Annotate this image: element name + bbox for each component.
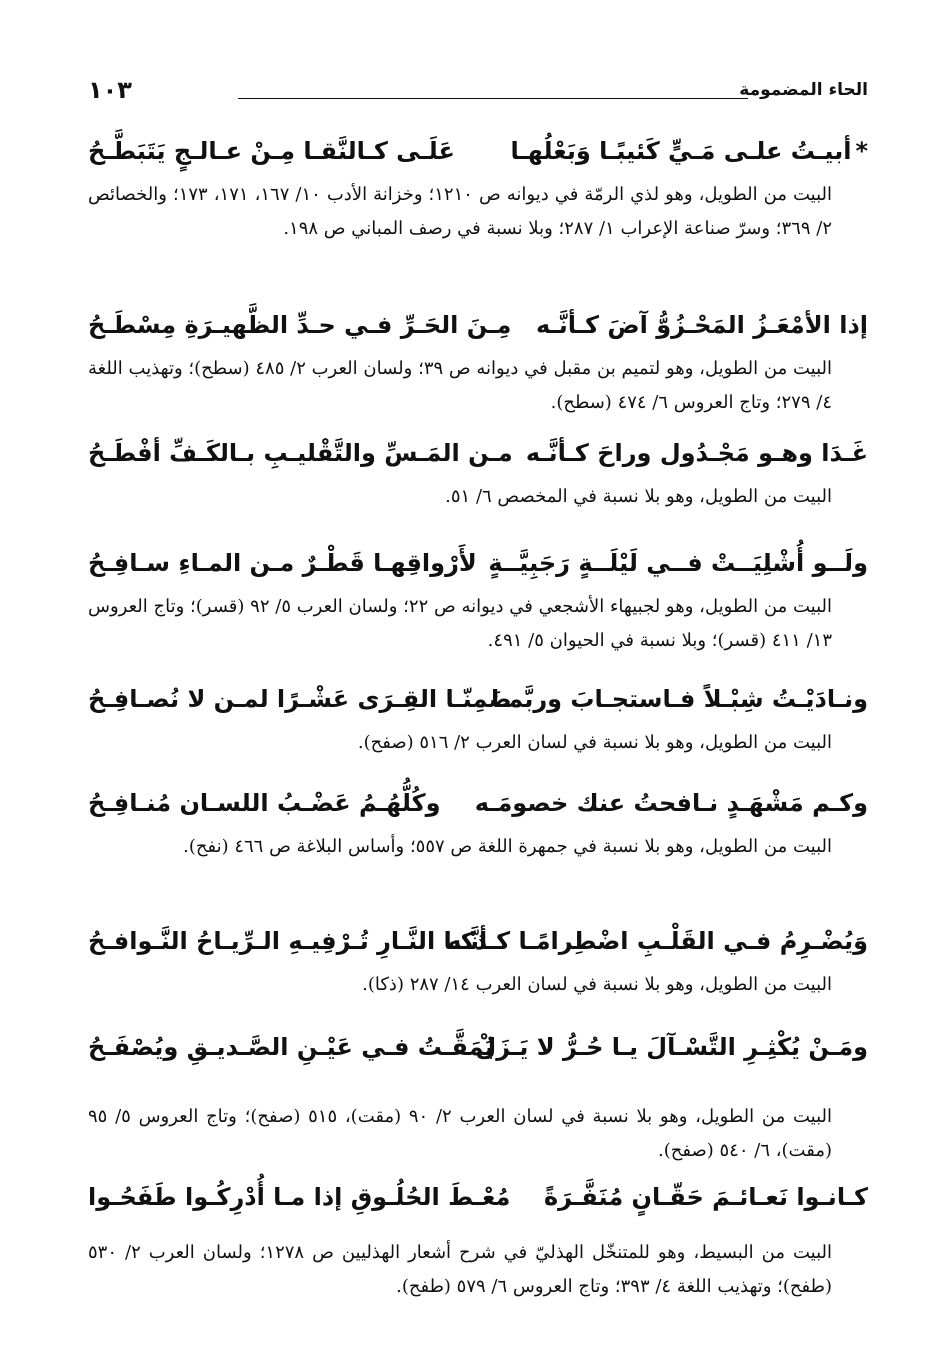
- citation-note: البيت من البسيط، وهو للمتنخّل الهذليّ في شرح أشعار الهذليين ص ١٢٧٨؛ ولسان العرب ٢/ ٥٣٠ (طفح)؛ وتهذيب اللغة ٤/ ٣٩٣؛ وتاج العروس ٦/ ٥٧٩ (طفح).: [88, 1242, 833, 1297]
- page-number: ١٠٣: [88, 76, 132, 104]
- citation-note: البيت من الطويل، وهو لجبيهاء الأشجعي في ديوانه ص ٢٢؛ ولسان العرب ٥/ ٩٢ (قسر)؛ وتاج العروس ١٣/ ٤١١ (قسر)؛ وبلا نسبة في الحيوان ٥/ ٤٩١.: [88, 596, 832, 651]
- verse-line: [88, 1174, 868, 1220]
- verse-entry: [88, 128, 868, 246]
- verse-entry: [88, 1174, 868, 1304]
- section-title: الحاء المضمومة: [739, 80, 868, 100]
- second-hemistich: مُعْـطَ الحُلُـوقِ إذا مـا أُدْرِكُـوا طَفَحُـوا: [88, 1183, 511, 1211]
- citation-note: البيت من الطويل، وهو بلا نسبة في لسان العرب ٢/ ٥١٦ (صفح).: [357, 732, 832, 753]
- second-hemistich: مِـنَ الحَـرِّ فـي حـدِّ الظَّهيـرَةِ مِسْطَـحُ: [88, 311, 512, 339]
- first-hemistich: *أبيـتُ علـى مَـيٍّ كَئيبًـا وَبَعْلُهـا: [510, 137, 868, 165]
- first-hemistich: ونـادَيْـتُ شِبْـلاً فـاستجـابَ وربَّمـا: [491, 685, 868, 713]
- verse-entry: [88, 780, 868, 864]
- verse-line: [88, 780, 868, 826]
- verse-entry: [88, 1024, 868, 1168]
- second-hemistich: لأَرْواقِهـا قَطْـرٌ مـن المـاءِ سـافِـحُ: [88, 549, 477, 577]
- verse-line: [88, 540, 868, 586]
- verse-line: [88, 676, 868, 722]
- second-hemistich: مـن المَـسِّ والتَّقْليـبِ بـالكَـفِّ أفْطَـحُ: [88, 439, 513, 467]
- first-hemistich: إذا الأمْعَـزُ المَحْـزُوُّ آضَ كـأنَّـه: [536, 311, 868, 339]
- citation-note: البيت من الطويل، وهو بلا نسبة في لسان العرب ٢/ ٩٠ (مقت)، ٥١٥ (صفح)؛ وتاج العروس ٥/ ٩٥ (مقت)، ٦/ ٥٤٠ (صفح).: [88, 1106, 832, 1161]
- second-hemistich: يُمَقَّـتُ فـي عَيْـنِ الصَّـديـقِ ويُصْفَـحُ: [88, 1033, 494, 1061]
- second-hemistich: ذكـا النَّـارِ تُـرْفِيـهِ الـرِّيـاحُ النَّـوافـحُ: [88, 927, 488, 955]
- verse-line: [88, 918, 868, 964]
- citation-note: البيت من الطويل، وهو بلا نسبة في المخصص ٦/ ٥١.: [445, 486, 832, 507]
- second-hemistich: ضَمِنّـا القِـرَى عَشْـرًا لمـن لا نُصـافِـحُ: [88, 685, 512, 713]
- first-hemistich: كـانـوا نَعـائـمَ حَقّـانٍ مُنَفَّـرَةً: [543, 1183, 868, 1211]
- verse-entry: [88, 302, 868, 420]
- page-header: [88, 76, 868, 112]
- first-hemistich: ولَــو أُشْلِيَــتْ فــي لَيْلَــةٍ رَجَبِيَّــةٍ: [488, 549, 868, 577]
- citation-note: البيت من الطويل، وهو بلا نسبة في لسان العرب ١٤/ ٢٨٧ (ذكا).: [362, 974, 832, 995]
- citation-note: البيت من الطويل، وهو بلا نسبة في جمهرة اللغة ص ٥٥٧؛ وأساس البلاغة ص ٤٦٦ (نفح).: [183, 836, 832, 857]
- verse-line: [88, 128, 868, 174]
- verse-entry: [88, 540, 868, 658]
- first-hemistich: وَيُضْـرِمُ فـي القَلْـبِ اضْطِرامًـا كـأنَّـه: [447, 927, 868, 955]
- header-rule: [238, 98, 748, 99]
- second-hemistich: وكُلُّهُـمُ عَضْـبُ اللسـان مُنـافِـحُ: [88, 789, 441, 817]
- citation-note: البيت من الطويل، وهو لذي الرمّة في ديوانه ص ١٢١٠؛ وخزانة الأدب ١٠/ ١٦٧، ١٧١، ١٧٣؛ والخصائص ٢/ ٣٦٩؛ وسرّ صناعة الإعراب ١/ ٢٨٧؛ وبلا نسبة في رصف المباني ص ١٩٨.: [88, 184, 833, 239]
- first-hemistich: غَـدَا وهـو مَجْـدُول وراحَ كـأنَّـه: [525, 439, 868, 467]
- verse-entry: [88, 430, 868, 514]
- verse-line: [88, 1024, 868, 1070]
- second-hemistich: عَلَـى كـالنَّقـا مِـنْ عـالـجٍ يَتَبَطَّـحُ: [88, 137, 455, 165]
- first-hemistich: وكـم مَشْهَـدٍ نـافحتُ عنك خصومَـه: [474, 789, 868, 817]
- star-marker: *: [855, 137, 868, 165]
- first-hemistich: ومَـنْ يُكْثِـرِ التَّسْـآلَ يـا حُـرُّ لا يَـزَلْ: [475, 1033, 868, 1061]
- verse-line: [88, 430, 868, 476]
- verse-line: [88, 302, 868, 348]
- citation-note: البيت من الطويل، وهو لتميم بن مقبل في ديوانه ص ٣٩؛ ولسان العرب ٢/ ٤٨٥ (سطح)؛ وتهذيب اللغة ٤/ ٢٧٩؛ وتاج العروس ٦/ ٤٧٤ (سطح).: [88, 358, 833, 413]
- verse-entry: [88, 918, 868, 1002]
- verse-entry: [88, 676, 868, 760]
